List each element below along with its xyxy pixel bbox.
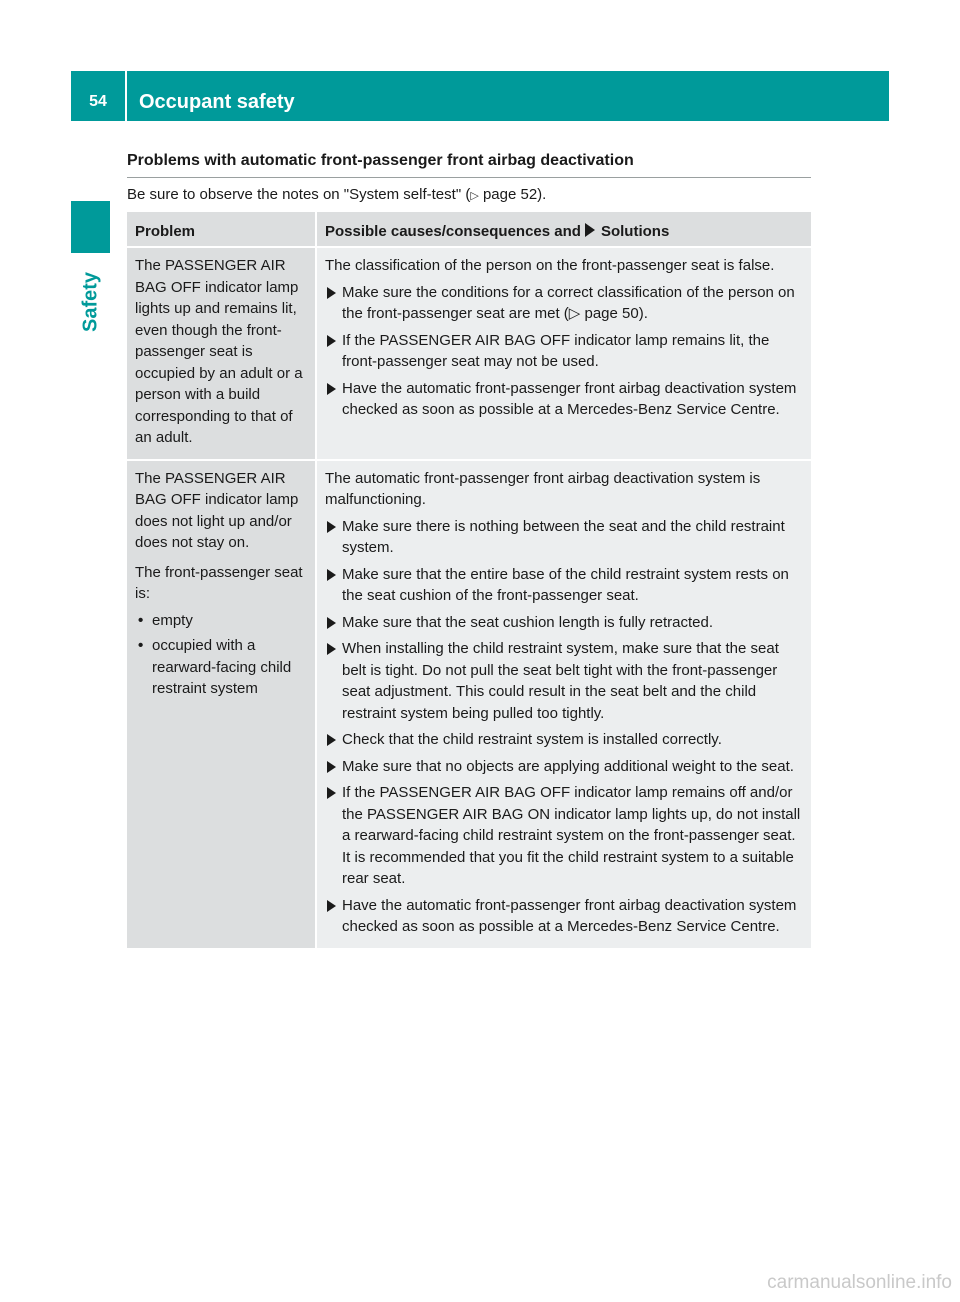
side-tab-block	[71, 201, 110, 253]
intro-text	[127, 186, 811, 203]
table-row	[127, 248, 811, 459]
list-item: • occupied with a rearward-facing child restraint system	[138, 637, 292, 697]
cause-text: The classification of the person on the front-passenger seat is false.	[325, 257, 775, 274]
problem-text: The PASSENGER AIR BAG OFF indicator lamp does not light up and/or does not stay on.	[135, 469, 299, 551]
solution-step: Make sure that the seat cushion length is fully retracted.	[325, 612, 803, 634]
step-arrow-icon	[327, 900, 336, 912]
watermark: carmanualsonline.info	[767, 1272, 952, 1293]
step-arrow-icon	[327, 335, 336, 347]
row1-problem	[127, 248, 315, 459]
bullet-icon: •	[138, 637, 144, 654]
section-title: Problems with automatic front-passenger front airbag deactivation	[127, 152, 811, 178]
solution-step: Check that the child restraint system is installed correctly.	[325, 729, 803, 751]
solution-step: If the PASSENGER AIR BAG OFF indicator lamp remains off and/or the PASSENGER AIR BAG ON indicator lamp lights up, do not install a rearward-facing child restraint system on the front-passenger seat. It is recommended that you fit the child restraint system to a suitable rear seat.	[325, 782, 803, 890]
step-arrow-icon	[327, 643, 336, 655]
bullet-icon: •	[138, 611, 144, 629]
page-number: 54	[89, 93, 107, 110]
table-row	[127, 461, 811, 948]
row1-solution	[315, 248, 811, 459]
solution-step: Have the automatic front-passenger front airbag deactivation system checked as soon as possible at a Mercedes-Benz Service Centre.	[325, 895, 803, 938]
problem-text: The PASSENGER AIR BAG OFF indicator lamp lights up and remains lit, even though the front-passenger seat is occupied by an adult or a person with a build corresponding to that of an adult.	[135, 257, 303, 446]
step-arrow-icon	[327, 761, 336, 773]
header-problem: Problem	[127, 212, 315, 246]
solution-step: Make sure there is nothing between the seat and the child restraint system.	[325, 516, 803, 559]
cause-text: The automatic front-passenger front airbag deactivation system is malfunctioning.	[325, 469, 761, 508]
solution-step: Make sure the conditions for a correct classification of the person on the front-passenger seat are met (▷ page 50).	[325, 282, 803, 325]
header-causes-prefix: Possible causes/consequences and	[325, 223, 581, 240]
intro-before: Be sure to observe the notes on "System self-test" (	[127, 186, 471, 203]
table-header-row	[127, 212, 811, 246]
step-arrow-icon	[327, 617, 336, 629]
solution-step: If the PASSENGER AIR BAG OFF indicator lamp remains lit, the front-passenger seat may not be used.	[325, 330, 803, 373]
header-causes	[315, 212, 811, 246]
step-arrow-icon	[327, 734, 336, 746]
solution-step: Make sure that the entire base of the child restraint system rests on the seat cushion of the front-passenger seat.	[325, 564, 803, 607]
problem-note: The front-passenger seat is:	[135, 563, 303, 602]
step-arrow-icon	[327, 287, 336, 299]
solution-step: Have the automatic front-passenger front airbag deactivation system checked as soon as possible at a Mercedes-Benz Service Centre.	[325, 378, 803, 421]
intro-after: page 52).	[478, 186, 547, 203]
header-causes-suffix: Solutions	[600, 223, 670, 240]
step-arrow-icon	[327, 383, 336, 395]
side-tab-label: Safety	[79, 271, 102, 333]
header-divider	[125, 71, 127, 121]
row2-problem	[127, 461, 315, 948]
solution-arrow-icon	[585, 223, 595, 237]
step-arrow-icon	[327, 521, 336, 533]
step-arrow-icon	[327, 787, 336, 799]
problem-table	[127, 212, 811, 948]
page-ref-arrow-icon: ▷	[470, 190, 479, 202]
row2-solution	[315, 461, 811, 948]
solution-step: Make sure that no objects are applying additional weight to the seat.	[325, 756, 803, 778]
step-arrow-icon	[327, 569, 336, 581]
list-item: • empty	[135, 610, 307, 632]
solution-step: When installing the child restraint system, make sure that the seat belt is tight. Do not pull the seat belt tight with the front-passenger seat adjustment. This could result in the seat belt and the child restraint system being pulled too tightly.	[325, 638, 803, 724]
chapter-title: Occupant safety	[139, 91, 295, 113]
